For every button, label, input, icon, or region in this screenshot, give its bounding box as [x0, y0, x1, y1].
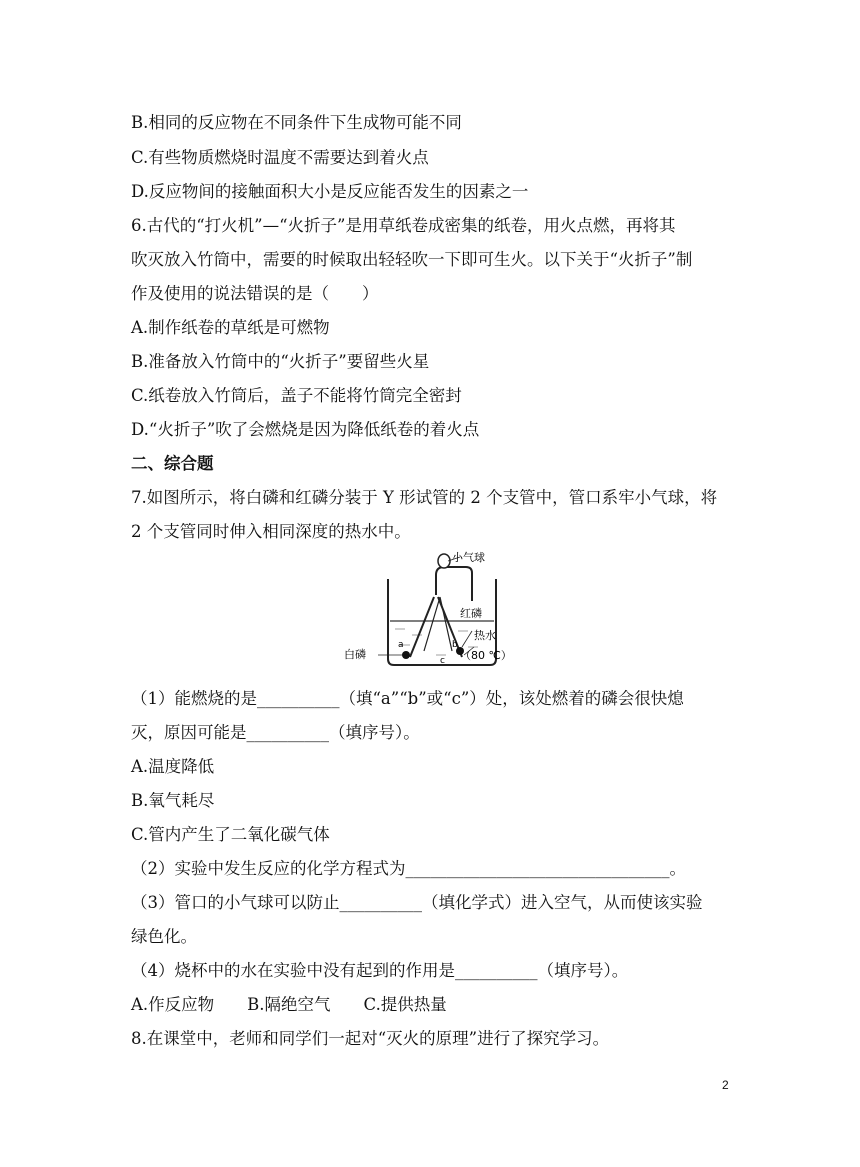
red-phosphorus-label: 红磷	[460, 607, 482, 620]
page-number: 2	[722, 1078, 729, 1092]
white-phosphorus-label: 白磷	[344, 648, 366, 661]
q6-option-a: A.制作纸卷的草纸是可燃物	[131, 318, 330, 337]
q6-stem-line1: 6.古代的“打火机”—“火折子”是用草纸卷成密集的纸卷，用火点燃，再将其	[131, 216, 676, 235]
q7-stem-line2: 2 个支管同时伸入相同深度的热水中。	[131, 522, 411, 541]
q6-stem-line3: 作及使用的说法错误的是（ ）	[131, 284, 379, 303]
balloon-label: 小气球	[452, 551, 485, 564]
q7-part1-line2: 灭，原因可能是__________（填序号）。	[131, 723, 420, 742]
q5-option-d: D.反应物间的接触面积大小是反应能否发生的因素之一	[131, 182, 529, 201]
q7-option-c: C.管内产生了二氧化碳气体	[131, 825, 330, 844]
q5-option-c: C.有些物质燃烧时温度不需要达到着火点	[131, 148, 429, 167]
q6-option-c: C.纸卷放入竹筒后，盖子不能将竹筒完全密封	[131, 386, 462, 405]
q7-part3-line2: 绿色化。	[131, 927, 197, 946]
q7-part3-line1: （3）管口的小气球可以防止__________（填化学式）进入空气，从而使该实验	[131, 893, 703, 912]
y-tube-experiment-figure	[340, 551, 520, 671]
hot-water-label: 热水	[474, 629, 496, 642]
q6-option-b: B.准备放入竹筒中的“火折子”要留些火星	[131, 352, 430, 371]
section-heading: 二、综合题	[131, 454, 214, 473]
q6-option-d: D.“火折子”吹了会燃烧是因为降低纸卷的着火点	[131, 420, 480, 439]
q7-stem-line1: 7.如图所示，将白磷和红磷分装于 Y 形试管的 2 个支管中，管口系牢小气球，将	[131, 488, 718, 507]
q7-part1-line1: （1）能燃烧的是__________（填“a”“b”或“c”）处，该处燃着的磷会很快熄	[131, 689, 684, 708]
q7-part4: （4）烧杯中的水在实验中没有起到的作用是__________（填序号）。	[131, 961, 629, 980]
temperature-label: （80 ℃）	[460, 649, 512, 662]
q6-stem-line2: 吹灭放入竹筒中，需要的时候取出轻轻吹一下即可生火。以下关于“火折子”制	[131, 250, 693, 269]
q7-part2: （2）实验中发生反应的化学方程式为________________________________。	[131, 859, 686, 878]
q5-option-b: B.相同的反应物在不同条件下生成物可能不同	[131, 113, 462, 132]
q8-stem: 8.在课堂中，老师和同学们一起对“灭火的原理”进行了探究学习。	[131, 1029, 610, 1048]
point-b-label: b	[452, 640, 458, 650]
q7-part4-options: A.作反应物 B.隔绝空气 C.提供热量	[131, 995, 447, 1014]
q7-option-b: B.氧气耗尽	[131, 791, 215, 810]
point-a-label: a	[398, 640, 404, 650]
q7-option-a: A.温度降低	[131, 757, 215, 776]
point-c-label: c	[440, 656, 445, 666]
